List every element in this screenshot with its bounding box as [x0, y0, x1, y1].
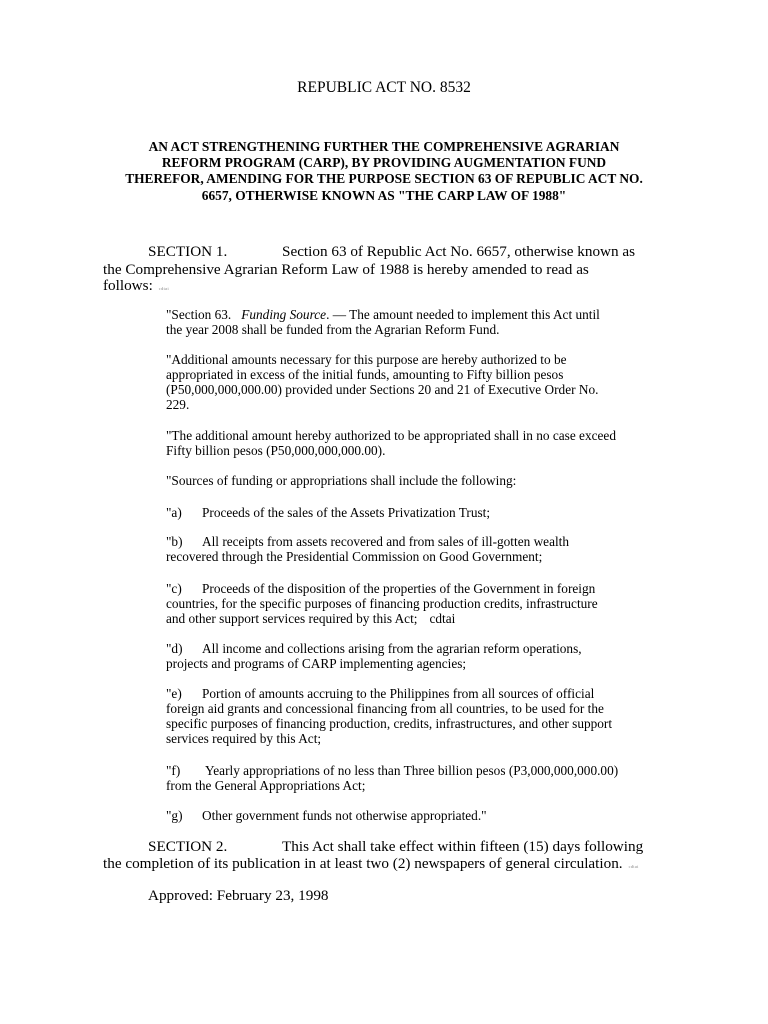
- item-text: All receipts from assets recovered and from sales of ill-gotten wealth: [202, 534, 570, 549]
- item-text: services required by this Act;: [166, 731, 322, 746]
- section63-suffix: . — The amount needed to implement this Act until: [326, 307, 600, 322]
- section1-line2: the Comprehensive Agrarian Reform Law of 1988 is hereby amended to read as: [103, 261, 589, 278]
- item-label: "b): [166, 534, 183, 549]
- paragraph-line: 229.: [166, 397, 190, 412]
- section1-follows: follows:: [103, 277, 153, 294]
- document-subtitle: [60, 139, 708, 204]
- item-label: "d): [166, 641, 183, 656]
- item-text: projects and programs of CARP implementing agencies;: [166, 656, 467, 671]
- item-label: "f): [166, 763, 181, 778]
- document-title: REPUBLIC ACT NO. 8532: [297, 79, 471, 96]
- list-item-b: [166, 534, 569, 549]
- subtitle-line: 6657, OTHERWISE KNOWN AS "THE CARP LAW OF 1988": [201, 187, 567, 203]
- item-note: cdtai: [429, 611, 456, 626]
- section63-heading: Funding Source: [241, 307, 327, 322]
- list-item-a: [166, 505, 490, 520]
- item-text: recovered through the Presidential Commission on Good Government;: [166, 549, 543, 564]
- item-text: All income and collections arising from the agrarian reform operations,: [202, 641, 582, 656]
- section63-prefix: "Section 63.: [166, 307, 232, 322]
- subtitle-line: AN ACT STRENGTHENING FURTHER THE COMPREHENSIVE AGRARIAN: [148, 139, 620, 154]
- list-item-d: [166, 641, 582, 656]
- section1-line1: Section 63 of Republic Act No. 6657, otherwise known as: [282, 243, 636, 260]
- section1-line3: [103, 277, 169, 298]
- list-item-g: [166, 808, 487, 823]
- item-text: Portion of amounts accruing to the Philippines from all sources of official: [202, 686, 595, 701]
- item-text: Proceeds of the disposition of the properties of the Government in foreign: [202, 581, 596, 596]
- section63-line2: the year 2008 shall be funded from the Agrarian Reform Fund.: [166, 322, 500, 337]
- section1-mark: cdtai: [158, 286, 170, 291]
- approved-date: Approved: February 23, 1998: [148, 887, 329, 904]
- section2-line1: This Act shall take effect within fifteen (15) days following: [282, 838, 644, 855]
- section1-label: SECTION 1.: [148, 243, 228, 260]
- item-text: specific purposes of financing production, credits, infrastructures, and other support: [166, 716, 613, 731]
- subtitle-line: THEREFOR, AMENDING FOR THE PURPOSE SECTION 63 OF REPUBLIC ACT NO.: [125, 171, 643, 187]
- item-text: foreign aid grants and concessional financing from all countries, to be used for the: [166, 701, 604, 716]
- list-item-f: [166, 763, 618, 778]
- section2-text: the completion of its publication in at least two (2) newspapers of general circulation.: [103, 855, 623, 872]
- item-label: "g): [166, 808, 183, 823]
- list-item-e: [166, 686, 594, 701]
- item-label: "e): [166, 686, 182, 701]
- section2-line2: [103, 855, 639, 876]
- section2-mark: cdtai: [628, 864, 639, 869]
- item-label: "c): [166, 581, 182, 596]
- paragraph-line: (P50,000,000,000.00) provided under Sections 20 and 21 of Executive Order No.: [166, 382, 599, 397]
- item-text: from the General Appropriations Act;: [166, 778, 366, 793]
- list-item-c: [166, 581, 595, 596]
- paragraph-line: Fifty billion pesos (P50,000,000,000.00).: [166, 443, 386, 458]
- subtitle-line: REFORM PROGRAM (CARP), BY PROVIDING AUGMENTATION FUND: [161, 155, 607, 171]
- item-text-last: [166, 611, 455, 626]
- paragraph-line: appropriated in excess of the initial funds, amounting to Fifty billion pesos: [166, 367, 564, 382]
- section63-line1: [166, 307, 600, 322]
- item-label: "a): [166, 505, 182, 520]
- item-text: and other support services required by this Act;: [166, 611, 418, 626]
- section2-label: SECTION 2.: [148, 838, 228, 855]
- item-text: Other government funds not otherwise appropriated.": [202, 808, 487, 823]
- paragraph-line: "The additional amount hereby authorized to be appropriated shall in no case exceed: [166, 428, 616, 443]
- item-text: Yearly appropriations of no less than Three billion pesos (P3,000,000,000.00): [205, 763, 619, 778]
- item-text: countries, for the specific purposes of financing production credits, infrastructure: [166, 596, 598, 611]
- item-text: Proceeds of the sales of the Assets Privatization Trust;: [202, 505, 491, 520]
- paragraph-line: "Additional amounts necessary for this purpose are hereby authorized to be: [166, 352, 567, 367]
- paragraph-line: "Sources of funding or appropriations shall include the following:: [166, 473, 517, 488]
